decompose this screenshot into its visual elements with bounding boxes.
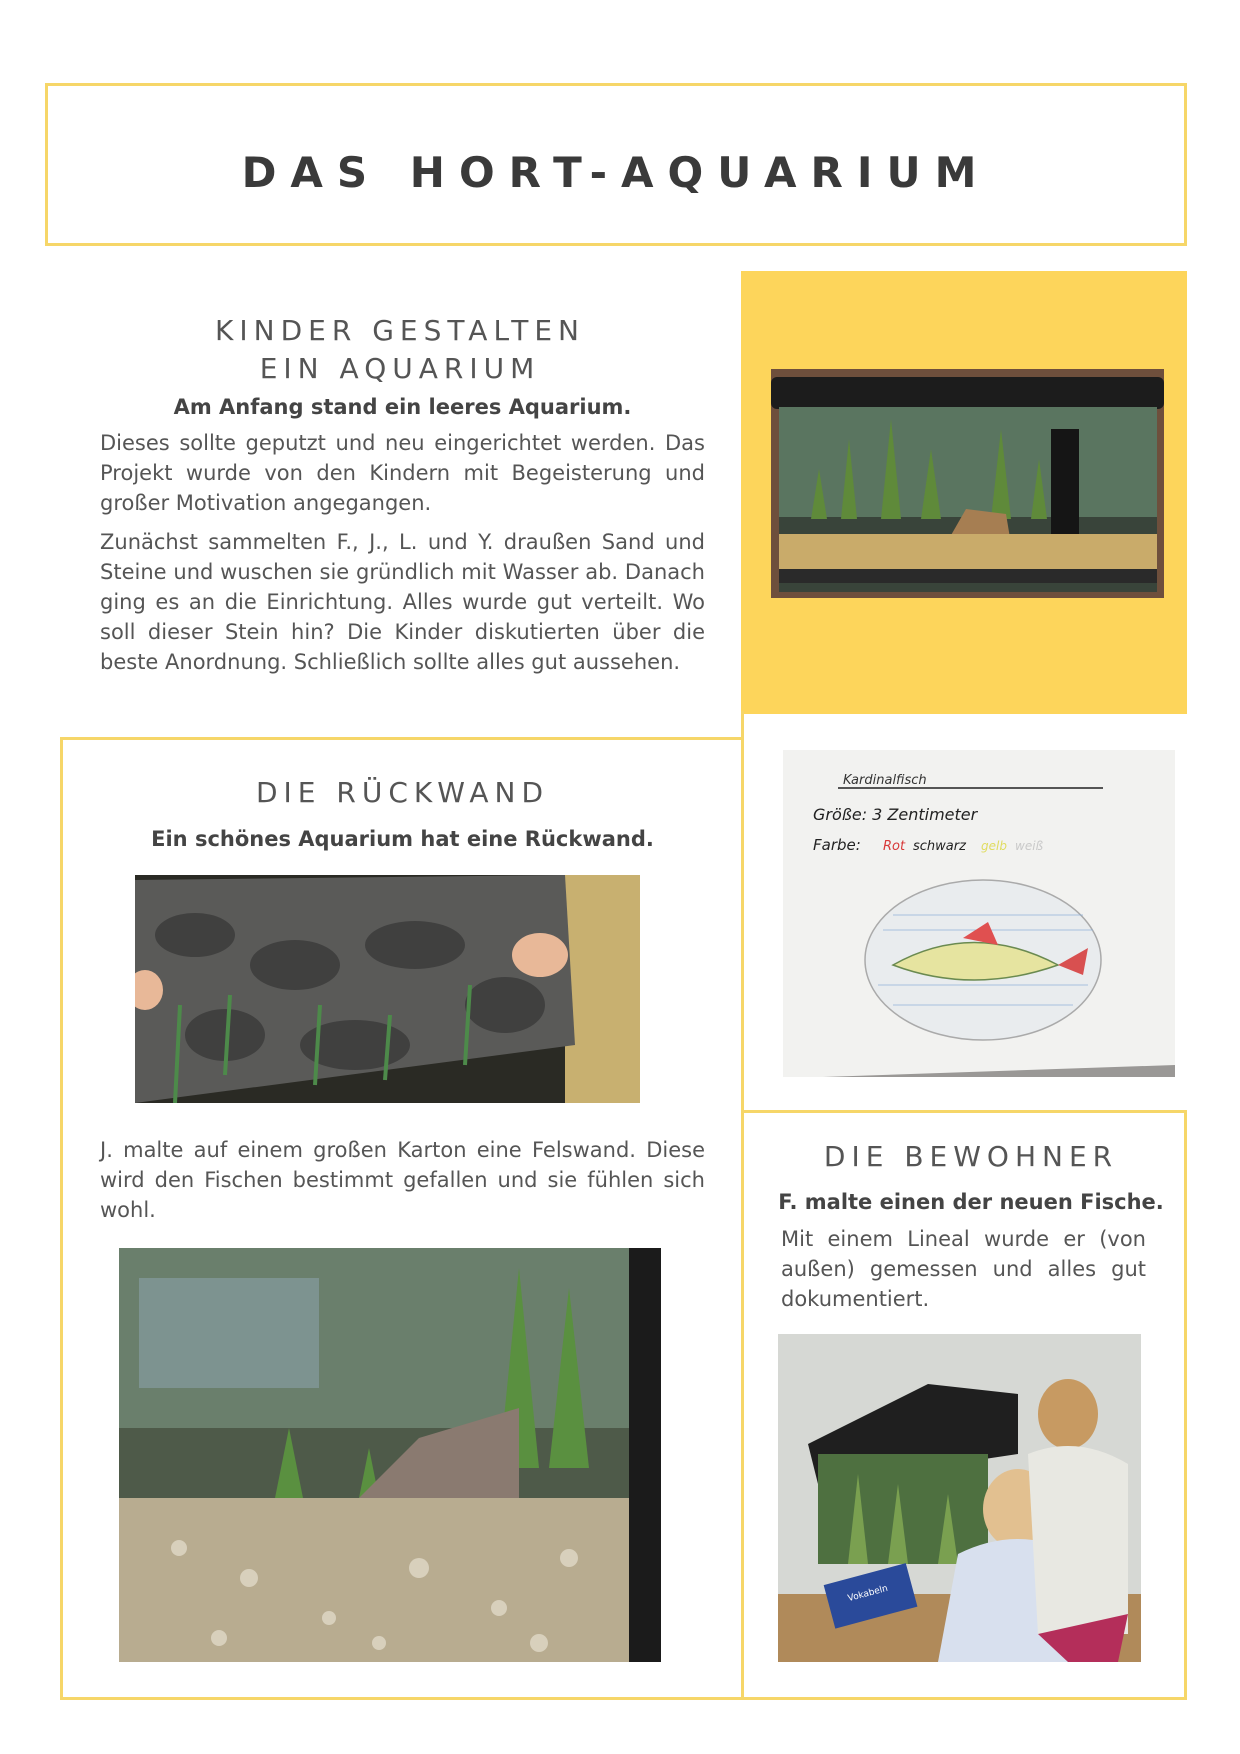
drawing-color-yellow: gelb bbox=[981, 839, 1007, 853]
divider bbox=[741, 711, 744, 1111]
section3-lead: F. malte einen der neuen Fische. bbox=[778, 1190, 1164, 1214]
aquarium-closeup-photo bbox=[119, 1248, 661, 1662]
section3-heading: DIE BEWOHNER bbox=[823, 1140, 1119, 1173]
title-box bbox=[45, 83, 1187, 246]
drawing-size-line: Größe: 3 Zentimeter bbox=[813, 805, 978, 824]
section2-heading: DIE RÜCKWAND bbox=[255, 776, 550, 809]
section1-heading-line1: KINDER GESTALTEN bbox=[215, 314, 585, 347]
drawing-color-white: weiß bbox=[1015, 839, 1044, 853]
section1-para2: Zunächst sammelten F., J., L. und Y. draußen Sand und Steine und wuschen sie gründlich mit Wasser ab. Danach ging es an die Einrichtung. Alles wurde gut verteilt. Wo soll dieser Stein hin? Die Kinder diskutierten über die beste Anordnung. Schließlich sollte alles gut aussehen. bbox=[100, 530, 705, 674]
section1-heading-line2: EIN AQUARIUM bbox=[259, 352, 541, 385]
notebook-label: Vokabeln bbox=[846, 1583, 890, 1605]
section3-para: Mit einem Lineal wurde er (von außen) gemessen und alles gut dokumentiert. bbox=[781, 1227, 1146, 1311]
drawing-color-black: schwarz bbox=[913, 839, 966, 854]
aquarium-photo-empty bbox=[771, 369, 1164, 598]
section1-lead: Am Anfang stand ein leeres Aquarium. bbox=[173, 395, 632, 419]
section1-para1: Dieses sollte geputzt und neu eingerichtet werden. Das Projekt wurde von den Kindern mit Begeisterung und großer Motivation angegangen. bbox=[100, 431, 705, 515]
page-title: DAS HORT-AQUARIUM bbox=[241, 148, 991, 197]
drawing-color-red: Rot bbox=[883, 839, 906, 854]
drawing-color-label: Farbe: bbox=[813, 836, 861, 854]
backdrop-photo bbox=[135, 875, 640, 1103]
fish-drawing-photo bbox=[783, 750, 1175, 1077]
children-aquarium-photo bbox=[778, 1334, 1141, 1662]
drawing-title: Kardinalfisch bbox=[843, 773, 927, 788]
section2-lead: Ein schönes Aquarium hat eine Rückwand. bbox=[151, 827, 654, 851]
section2-para: J. malte auf einem großen Karton eine Felswand. Diese wird den Fischen bestimmt gefallen und sie fühlen sich wohl. bbox=[100, 1138, 705, 1222]
